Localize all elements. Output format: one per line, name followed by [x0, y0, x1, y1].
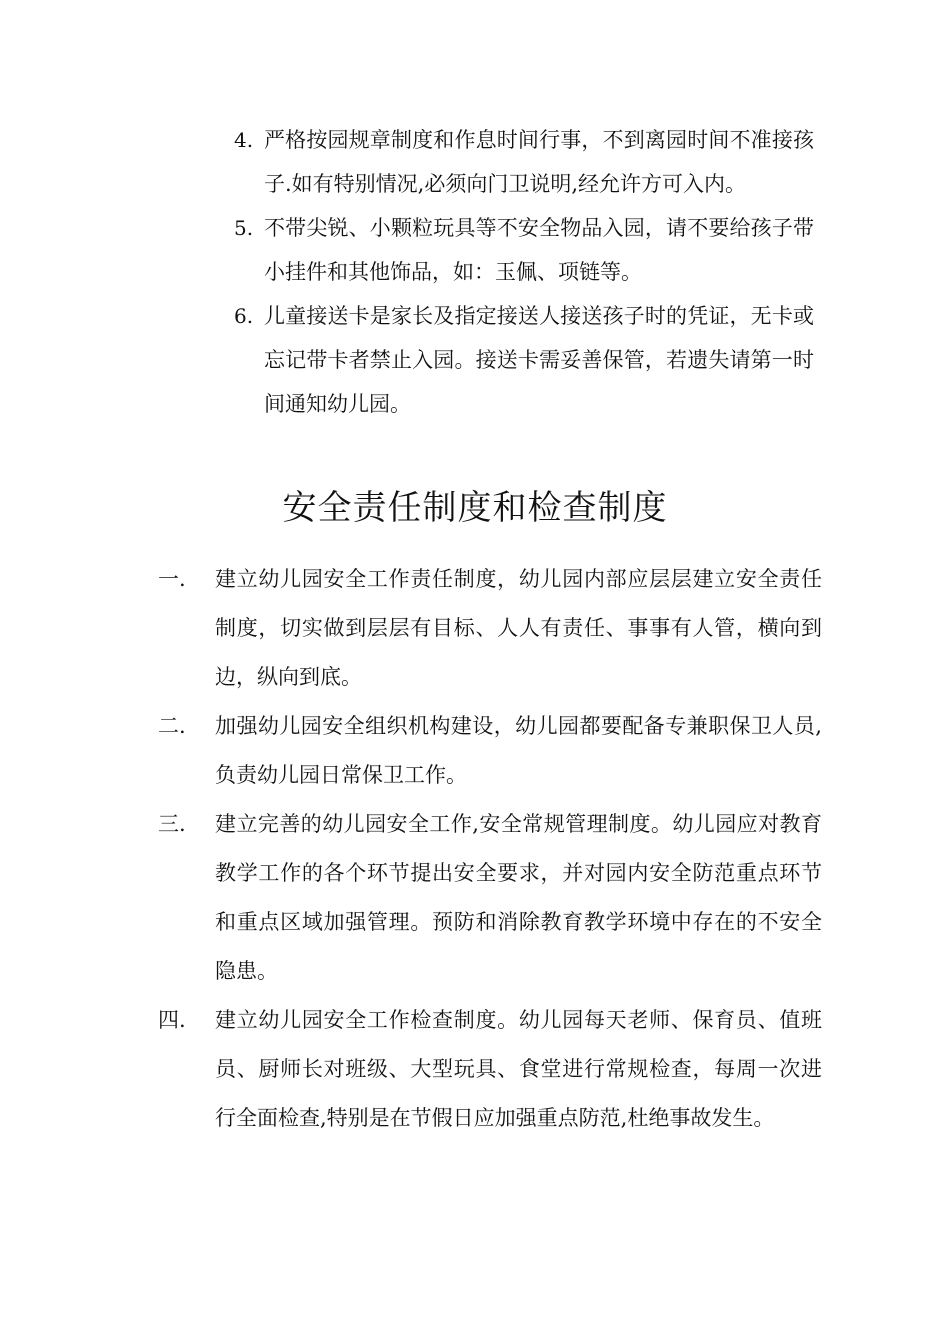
list-item-text: 严格按园规章制度和作息时间行事，不到离园时间不准接孩子.如有特别情况,必须向门卫说明,经允许方可入内。 — [264, 128, 814, 196]
regulation-text: 建立完善的幼儿园安全工作,安全常规管理制度。幼儿园应对教育教学工作的各个环节提出安全要求，并对园内安全防范重点环节和重点区域加强管理。预防和消除教育教学环境中存在的不安全隐患。 — [215, 812, 822, 983]
regulation-item-2 — [158, 702, 822, 800]
list-item-6 — [234, 294, 814, 426]
numbered-list — [234, 118, 814, 426]
regulation-number: 二. — [158, 714, 186, 738]
regulation-item-1 — [158, 555, 822, 702]
regulation-item-3 — [158, 800, 822, 996]
regulation-item-4 — [158, 996, 822, 1143]
regulation-number: 四. — [158, 1008, 186, 1032]
regulation-number: 一. — [158, 567, 186, 591]
list-item-number: 5. — [234, 216, 254, 240]
list-item-4 — [234, 118, 814, 206]
regulation-list — [158, 555, 822, 1143]
list-item-number: 4. — [234, 128, 254, 152]
regulation-text: 建立幼儿园安全工作检查制度。幼儿园每天老师、保育员、值班员、厨师长对班级、大型玩具、食堂进行常规检查，每周一次进行全面检查,特别是在节假日应加强重点防范,杜绝事故发生。 — [215, 1008, 822, 1130]
list-item-text: 儿童接送卡是家长及指定接送人接送孩子时的凭证，无卡或忘记带卡者禁止入园。接送卡需妥善保管，若遗失请第一时间通知幼儿园。 — [264, 304, 814, 416]
regulation-number: 三. — [158, 812, 186, 836]
list-item-number: 6. — [234, 304, 254, 328]
section-title: 安全责任制度和检查制度 — [282, 488, 668, 528]
regulation-text: 建立幼儿园安全工作责任制度，幼儿园内部应层层建立安全责任制度，切实做到层层有目标、人人有责任、事事有人管，横向到边，纵向到底。 — [215, 567, 822, 689]
list-item-5 — [234, 206, 814, 294]
regulation-text: 加强幼儿园安全组织机构建设，幼儿园都要配备专兼职保卫人员,负责幼儿园日常保卫工作。 — [215, 714, 822, 787]
list-item-text: 不带尖锐、小颗粒玩具等不安全物品入园，请不要给孩子带小挂件和其他饰品，如：玉佩、项链等。 — [264, 216, 814, 284]
